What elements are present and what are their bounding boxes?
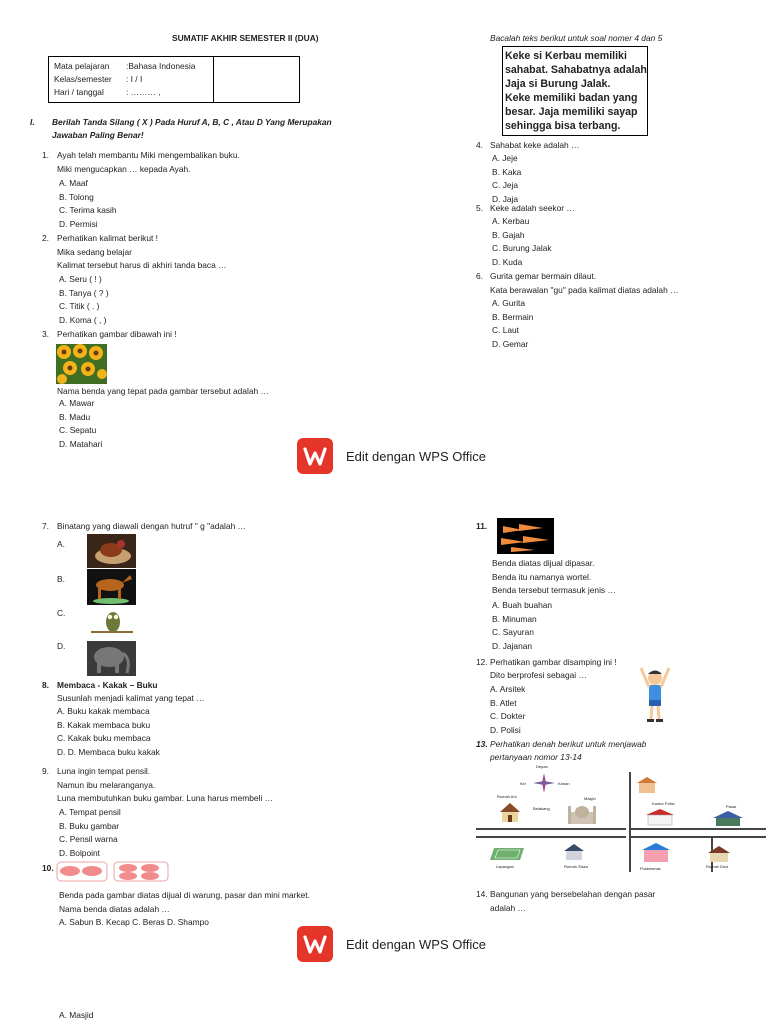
q14-line-1: Bangunan yang bersebelahan dengan pasar: [490, 889, 656, 899]
reading-box: [502, 46, 648, 136]
q11-options: [492, 599, 552, 653]
q9-option-d[interactable]: D. Bolpoint: [59, 847, 100, 858]
q3-option-d[interactable]: D. Matahari: [59, 438, 103, 449]
q9-option-b[interactable]: B. Buku gambar: [59, 820, 120, 831]
q11-number: 11.: [476, 521, 488, 531]
map-label-kanan: Kanan: [558, 781, 570, 786]
rumah-doni-icon: [706, 844, 732, 864]
q5-text: Keke adalah seekor …: [490, 203, 575, 213]
q11-option-c[interactable]: C. Sayuran: [492, 627, 534, 638]
map-label-depan: Depan: [536, 764, 548, 769]
q14-option-a[interactable]: A. Masjid: [59, 1010, 94, 1020]
q8-option-a[interactable]: A. Buku kakak membaca: [57, 706, 150, 716]
q7-option-d[interactable]: D.: [57, 641, 66, 651]
q12-text: Perhatikan gambar disamping ini !: [490, 657, 617, 667]
q1-options: [59, 177, 117, 231]
map-label-rumah-doni: Rumah Doni: [706, 864, 729, 869]
subject-value: :Bahasa Indonesia: [126, 61, 196, 71]
reading-text: Keke si Kerbau memiliki sahabat. Sahabatnya adalah Jaja si Burung Jalak. Keke memiliki badan yang besar. Jaja memiliki sayap sehingga bisa terbang.: [505, 50, 647, 132]
wps-edit-banner-2[interactable]: [297, 926, 486, 962]
wps-edit-label: Edit dengan WPS Office: [346, 936, 486, 952]
class-label: Kelas/semester: [54, 74, 112, 84]
elephant-image: [87, 641, 136, 676]
q3-option-a[interactable]: A. Mawar: [59, 398, 95, 408]
q13-line-2: pertanyaan nomor 13-14: [490, 752, 582, 762]
q2-options: [59, 273, 109, 327]
q13-number: 13.: [476, 739, 488, 749]
q4-option-d[interactable]: D. Jaja: [492, 193, 519, 204]
q3-number: 3.: [42, 329, 49, 339]
village-map: [476, 766, 766, 876]
q11-option-a[interactable]: A. Buah buahan: [492, 600, 553, 610]
map-label-pasar: Pasar: [726, 804, 737, 809]
q1-option-c[interactable]: C. Terima kasih: [59, 205, 117, 216]
q5-option-a[interactable]: A. Kerbau: [492, 216, 530, 226]
q6-option-d[interactable]: D. Gemar: [492, 338, 529, 349]
map-label-lapangan: Lapangan: [496, 864, 514, 869]
q12-options: [490, 683, 525, 737]
pasar-icon: [712, 810, 744, 828]
athlete-boy-image: [636, 664, 674, 724]
instruction-line-1: Berilah Tanda Silang ( X ) Pada Huruf A, B, C , Atau D Yang Merupakan: [52, 117, 332, 127]
q8-option-b[interactable]: B. Kakak membaca buku: [57, 719, 151, 730]
wps-logo-icon: [297, 926, 333, 962]
rumah-siska-icon: [562, 842, 586, 862]
q2-text: Perhatikan kalimat berikut ! Mika sedang belajar Kalimat tersebut harus di akhiri tanda baca …: [57, 233, 227, 271]
date-label: Hari / tanggal: [54, 87, 104, 97]
map-road-vertical-left: [629, 772, 631, 872]
section-number: I.: [30, 117, 35, 127]
masjid-icon: [566, 802, 598, 826]
map-road-bottom-right: [629, 836, 766, 838]
q2-option-d[interactable]: D. Koma ( , ): [59, 314, 107, 325]
q8-option-d[interactable]: D. D. Membaca buku kakak: [57, 746, 160, 757]
q8-options: [57, 705, 160, 759]
owl-image: [87, 605, 136, 641]
map-label-rumah-siska: Rumah Siska: [564, 864, 588, 869]
instruction-line-2: Jawaban Paling Benar!: [52, 130, 144, 140]
q9-option-c[interactable]: C. Pensil warna: [59, 834, 118, 845]
q3-question: Nama benda yang tepat pada gambar tersebut adalah …: [57, 386, 269, 396]
q10-options[interactable]: A. Sabun B. Kecap C. Beras D. Shampo: [59, 917, 209, 927]
q7-option-b[interactable]: B.: [57, 574, 65, 584]
q6-option-c[interactable]: C. Laut: [492, 325, 520, 336]
q12-sub: Dito berprofesi sebagai …: [490, 670, 587, 680]
q2-option-a[interactable]: A. Seru ( ! ): [59, 274, 102, 284]
page-title: SUMATIF AKHIR SEMESTER II (DUA): [172, 33, 319, 43]
q5-option-d[interactable]: D. Kuda: [492, 256, 523, 267]
q11-text: Benda diatas dijual dipasar. Benda itu namanya wortel. Benda tersebut termasuk jenis …: [492, 558, 616, 596]
q1-text: Ayah telah membantu Miki mengembalikan buku. Miki mengucapkan … kepada Ayah.: [57, 150, 240, 174]
q6-option-a[interactable]: A. Gurita: [492, 298, 526, 308]
q3-option-c[interactable]: C. Sepatu: [59, 425, 97, 436]
class-value: : I / I: [126, 74, 143, 84]
q4-number: 4.: [476, 140, 483, 150]
q14-line-2: adalah …: [490, 903, 526, 913]
q1-option-a[interactable]: A. Maaf: [59, 178, 88, 188]
q8-text: Membaca - Kakak – Buku: [57, 680, 158, 690]
q6-options: [492, 297, 533, 351]
map-label-masjid: Masjid: [584, 796, 596, 801]
q5-option-b[interactable]: B. Gajah: [492, 229, 525, 240]
date-value: : ……… ,: [126, 87, 161, 97]
carrot-image: [497, 518, 554, 554]
q2-option-b[interactable]: B. Tanya ( ? ): [59, 287, 109, 298]
map-road-top-right: [629, 828, 766, 830]
kantor-polisi-icon: [644, 808, 676, 826]
chicken-image: [87, 534, 136, 568]
q4-option-c[interactable]: C. Jeja: [492, 180, 519, 191]
q9-number: 9.: [42, 766, 49, 776]
q3-text: Perhatikan gambar dibawah ini !: [57, 329, 177, 339]
q5-number: 5.: [476, 203, 483, 213]
q7-option-a[interactable]: A.: [57, 539, 65, 549]
wps-edit-label: Edit dengan WPS Office: [346, 448, 486, 464]
horse-image: [87, 569, 136, 605]
map-label-rumah-ani: Rumah Ani: [497, 794, 517, 799]
q14-number: 14.: [476, 889, 488, 899]
q6-option-b[interactable]: B. Bermain: [492, 311, 534, 322]
map-label-kiri: Kiri: [520, 781, 526, 786]
q4-option-a[interactable]: A. Jeje: [492, 153, 518, 163]
q10-number: 10.: [42, 863, 54, 873]
q3-option-b[interactable]: B. Madu: [59, 411, 91, 422]
q9-option-a[interactable]: A. Tempat pensil: [59, 807, 121, 817]
wps-logo-icon: [297, 438, 333, 474]
q2-number: 2.: [42, 233, 49, 243]
q12-option-a[interactable]: A. Arsitek: [490, 684, 526, 694]
subject-label: Mata pelajaran: [54, 61, 110, 71]
q7-number: 7.: [42, 521, 49, 531]
q11-option-d[interactable]: D. Jajanan: [492, 640, 533, 651]
q4-text: Sahabat keke adalah …: [490, 140, 580, 150]
q5-options: [492, 215, 552, 269]
q5-option-c[interactable]: C. Burung Jalak: [492, 243, 552, 254]
q11-option-b[interactable]: B. Minuman: [492, 613, 537, 624]
q12-option-d[interactable]: D. Polisi: [490, 724, 521, 735]
rumah-ani-icon: [498, 800, 522, 824]
q3-options: [59, 397, 102, 451]
q12-option-b[interactable]: B. Atlet: [490, 697, 517, 708]
q9-text: Luna ingin tempat pensil. Namun ibu melaranganya. Luna membutuhkan buku gambar. Luna harus membeli …: [57, 766, 274, 804]
compass-icon: [532, 772, 556, 794]
q6-text: Gurita gemar bermain dilaut. Kata berawalan "gu" pada kalimat diatas adalah …: [490, 271, 679, 295]
map-road-top-left: [476, 828, 626, 830]
q12-option-c[interactable]: C. Dokter: [490, 711, 526, 722]
q8-number: 8.: [42, 680, 49, 690]
q7-option-c[interactable]: C.: [57, 608, 66, 618]
puskesmas-icon: [640, 842, 672, 864]
map-label-puskesmas: Puskesmas: [640, 866, 661, 871]
q4-option-b[interactable]: B. Kaka: [492, 166, 522, 177]
info-box: [48, 56, 300, 103]
map-label-belakang: Belakang: [533, 806, 550, 811]
q1-option-b[interactable]: B. Tolong: [59, 191, 94, 202]
q7-text: Binatang yang diawali dengan hutruf " g "adalah …: [57, 521, 246, 531]
map-road-bottom-left: [476, 836, 626, 838]
lapangan-icon: [490, 846, 526, 862]
q8-sub: Susunlah menjadi kalimat yang tepat …: [57, 693, 205, 703]
q2-option-c[interactable]: C. Titik ( . ): [59, 301, 100, 312]
q8-option-c[interactable]: C. Kakak buku membaca: [57, 733, 151, 744]
wps-edit-banner-1[interactable]: [297, 438, 486, 474]
q10-text: Benda pada gambar diatas dijual di warung, pasar dan mini market. Nama benda diatas adalah …: [59, 890, 310, 914]
soap-image: [56, 861, 169, 882]
q1-option-d[interactable]: D. Permisi: [59, 218, 98, 229]
sunflower-image: [56, 344, 107, 384]
q13-line-1: Perhatikan denah berikut untuk menjawab: [490, 739, 647, 749]
reading-intro: Bacalah teks berikut untuk soal nomer 4 dan 5: [490, 33, 663, 43]
q4-options: [492, 152, 521, 206]
info-box-divider: [213, 57, 214, 102]
map-label-kantor-polisi: Kantor Polisi: [652, 801, 675, 806]
q12-number: 12.: [476, 657, 488, 667]
building-top-right-icon: [636, 776, 658, 794]
q1-number: 1.: [42, 150, 49, 160]
q6-number: 6.: [476, 271, 483, 281]
q9-options: [59, 806, 121, 860]
